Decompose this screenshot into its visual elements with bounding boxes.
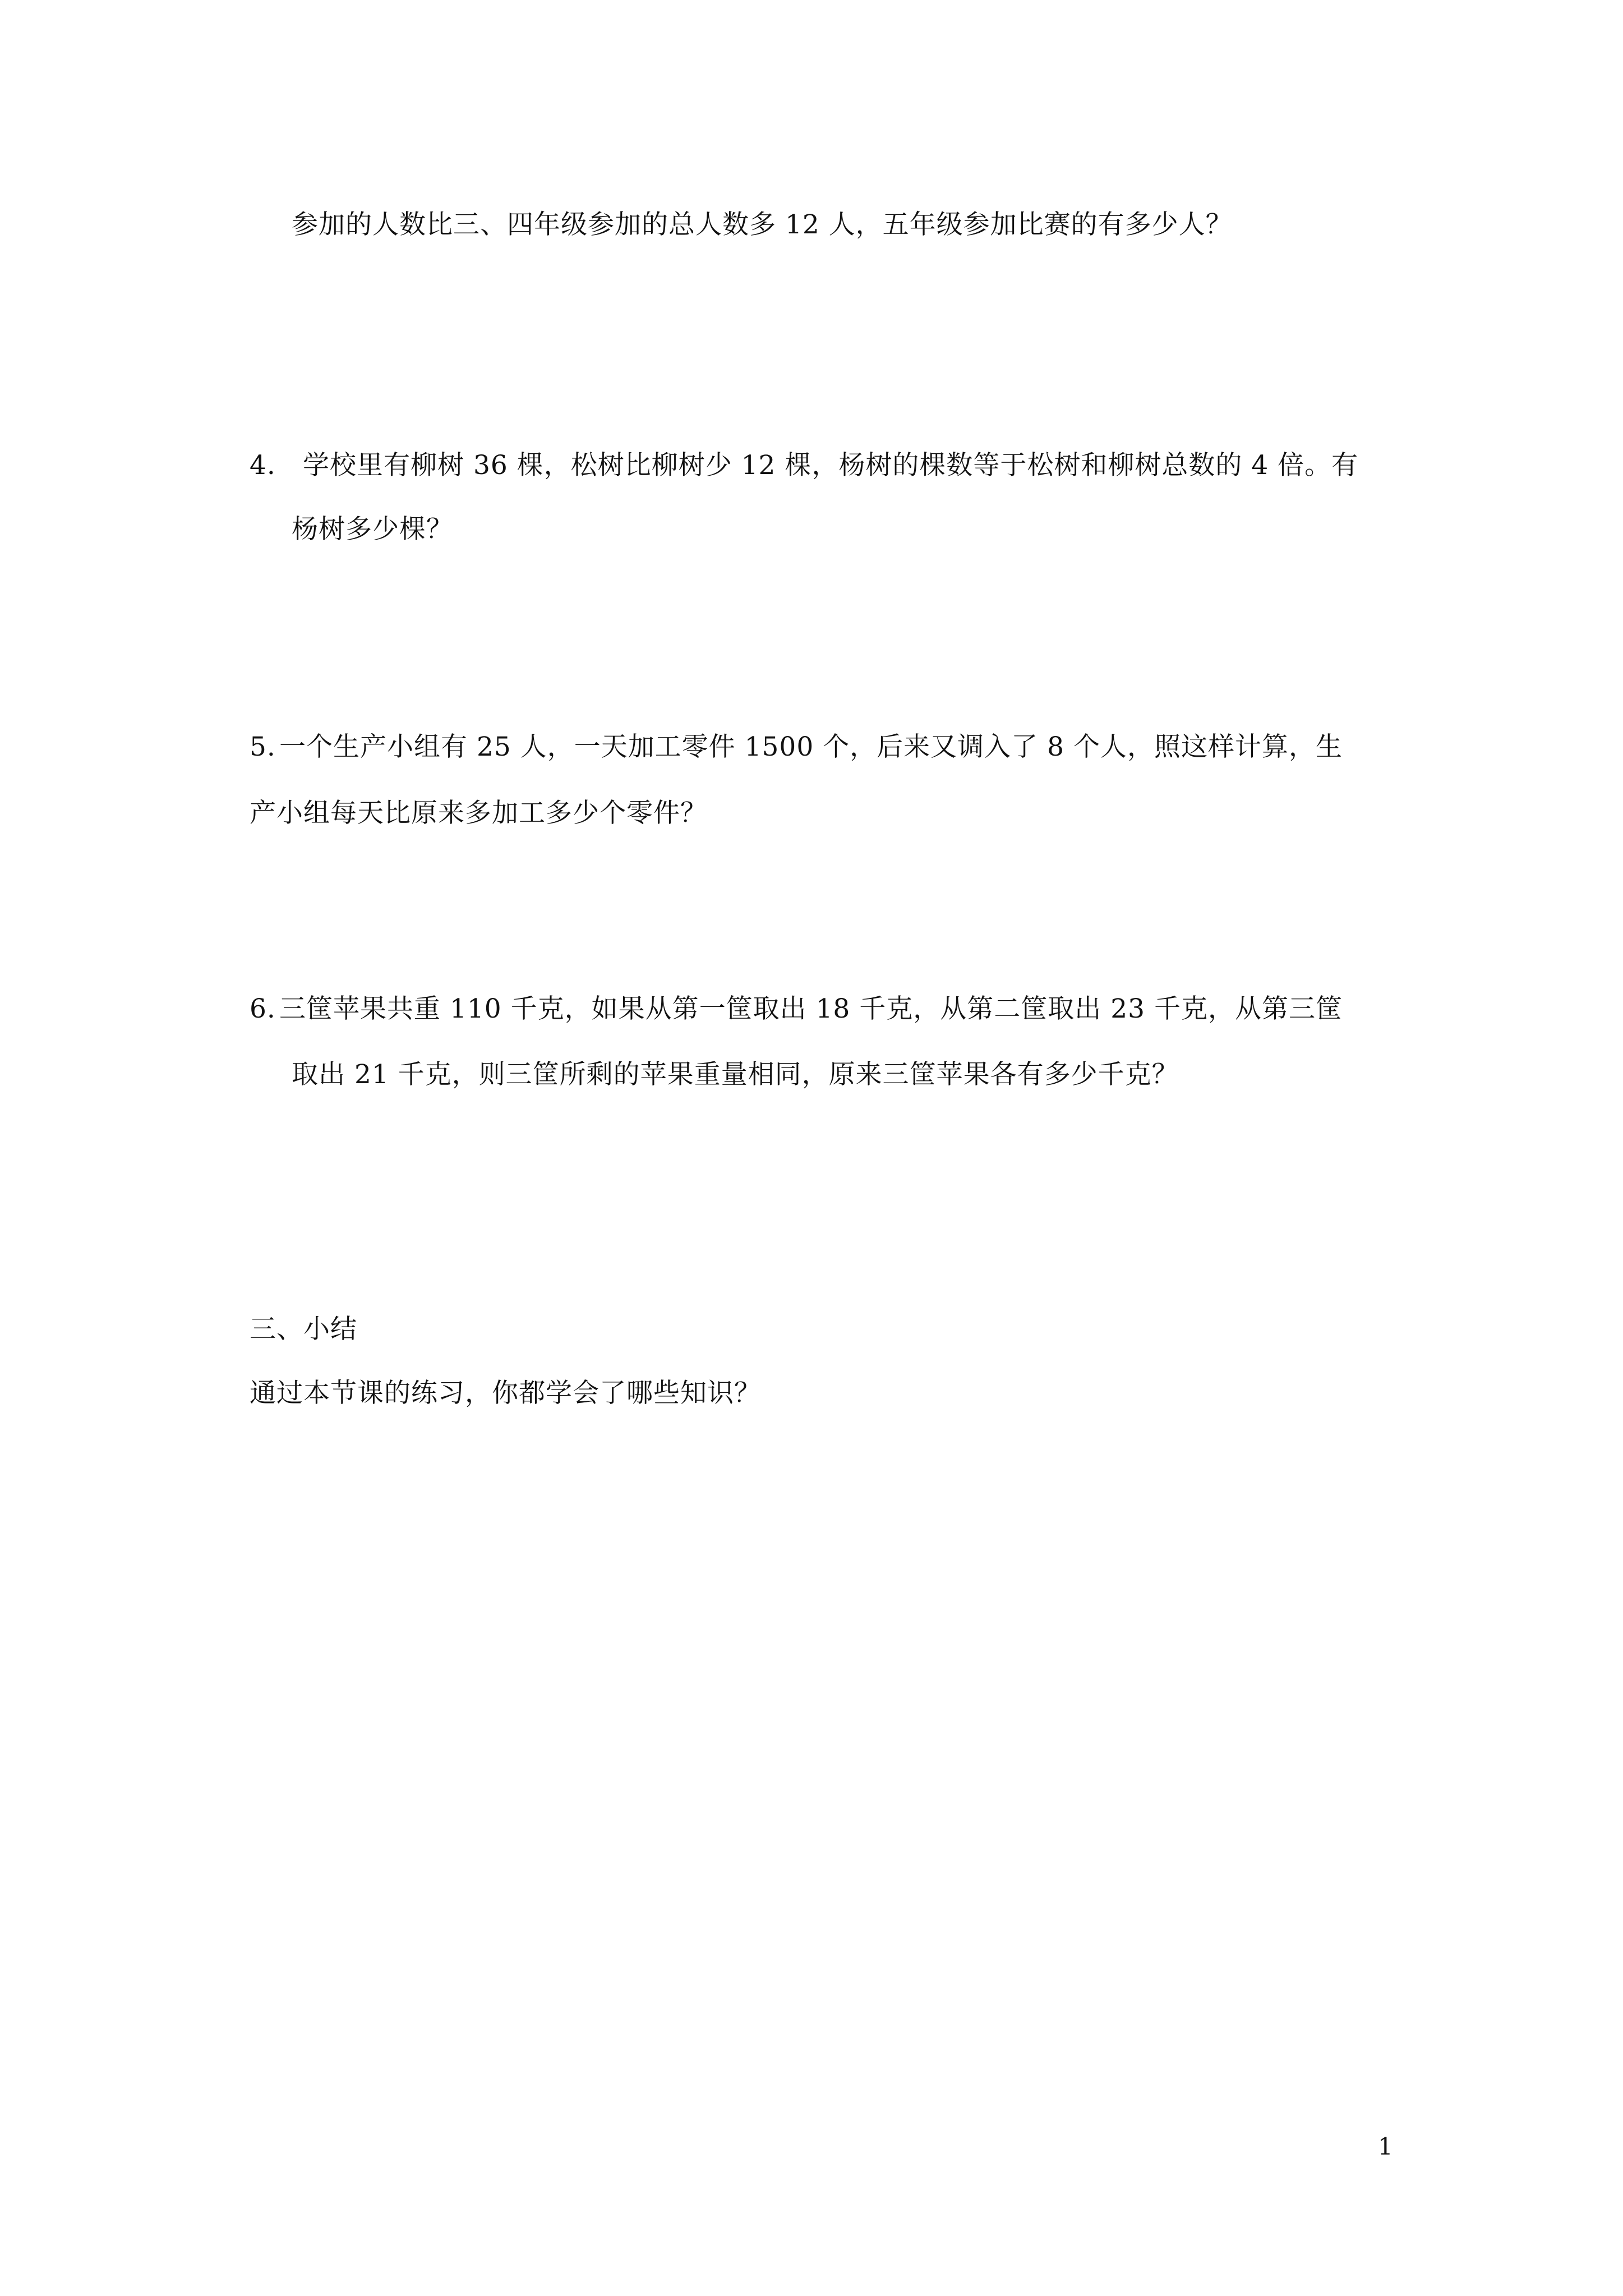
problem-4-number: 4. (250, 450, 276, 481)
problem-3-continuation: 参加的人数比三、四年级参加的总人数多 12 人，五年级参加比赛的有多少人？ (292, 209, 1233, 240)
problem-6-line-2: 取出 21 千克，则三筐所剩的苹果重量相同，原来三筐苹果各有多少千克？ (292, 1059, 1179, 1090)
problem-5-number: 5. (250, 731, 276, 762)
problem-4-line-2: 杨树多少棵？ (292, 514, 453, 545)
problem-6-number: 6. (250, 993, 276, 1024)
summary-question: 通过本节课的练习，你都学会了哪些知识？ (250, 1378, 761, 1409)
summary-heading: 三、小结 (250, 1314, 357, 1345)
problem-5-line-2: 产小组每天比原来多加工多少个零件？ (250, 798, 707, 829)
problem-6-line-1: 三筐苹果共重 110 千克，如果从第一筐取出 18 千克，从第二筐取出 23 千克，从第三筐 (279, 993, 1343, 1024)
problem-5-line-1: 一个生产小组有 25 人，一天加工零件 1500 个，后来又调入了 8 个人，照这样计算，生 (279, 731, 1343, 762)
problem-4-line-1: 学校里有柳树 36 棵，松树比柳树少 12 棵，杨树的棵数等于松树和柳树总数的 4 倍。有 (303, 450, 1359, 481)
page-number: 1 (1378, 2133, 1393, 2160)
